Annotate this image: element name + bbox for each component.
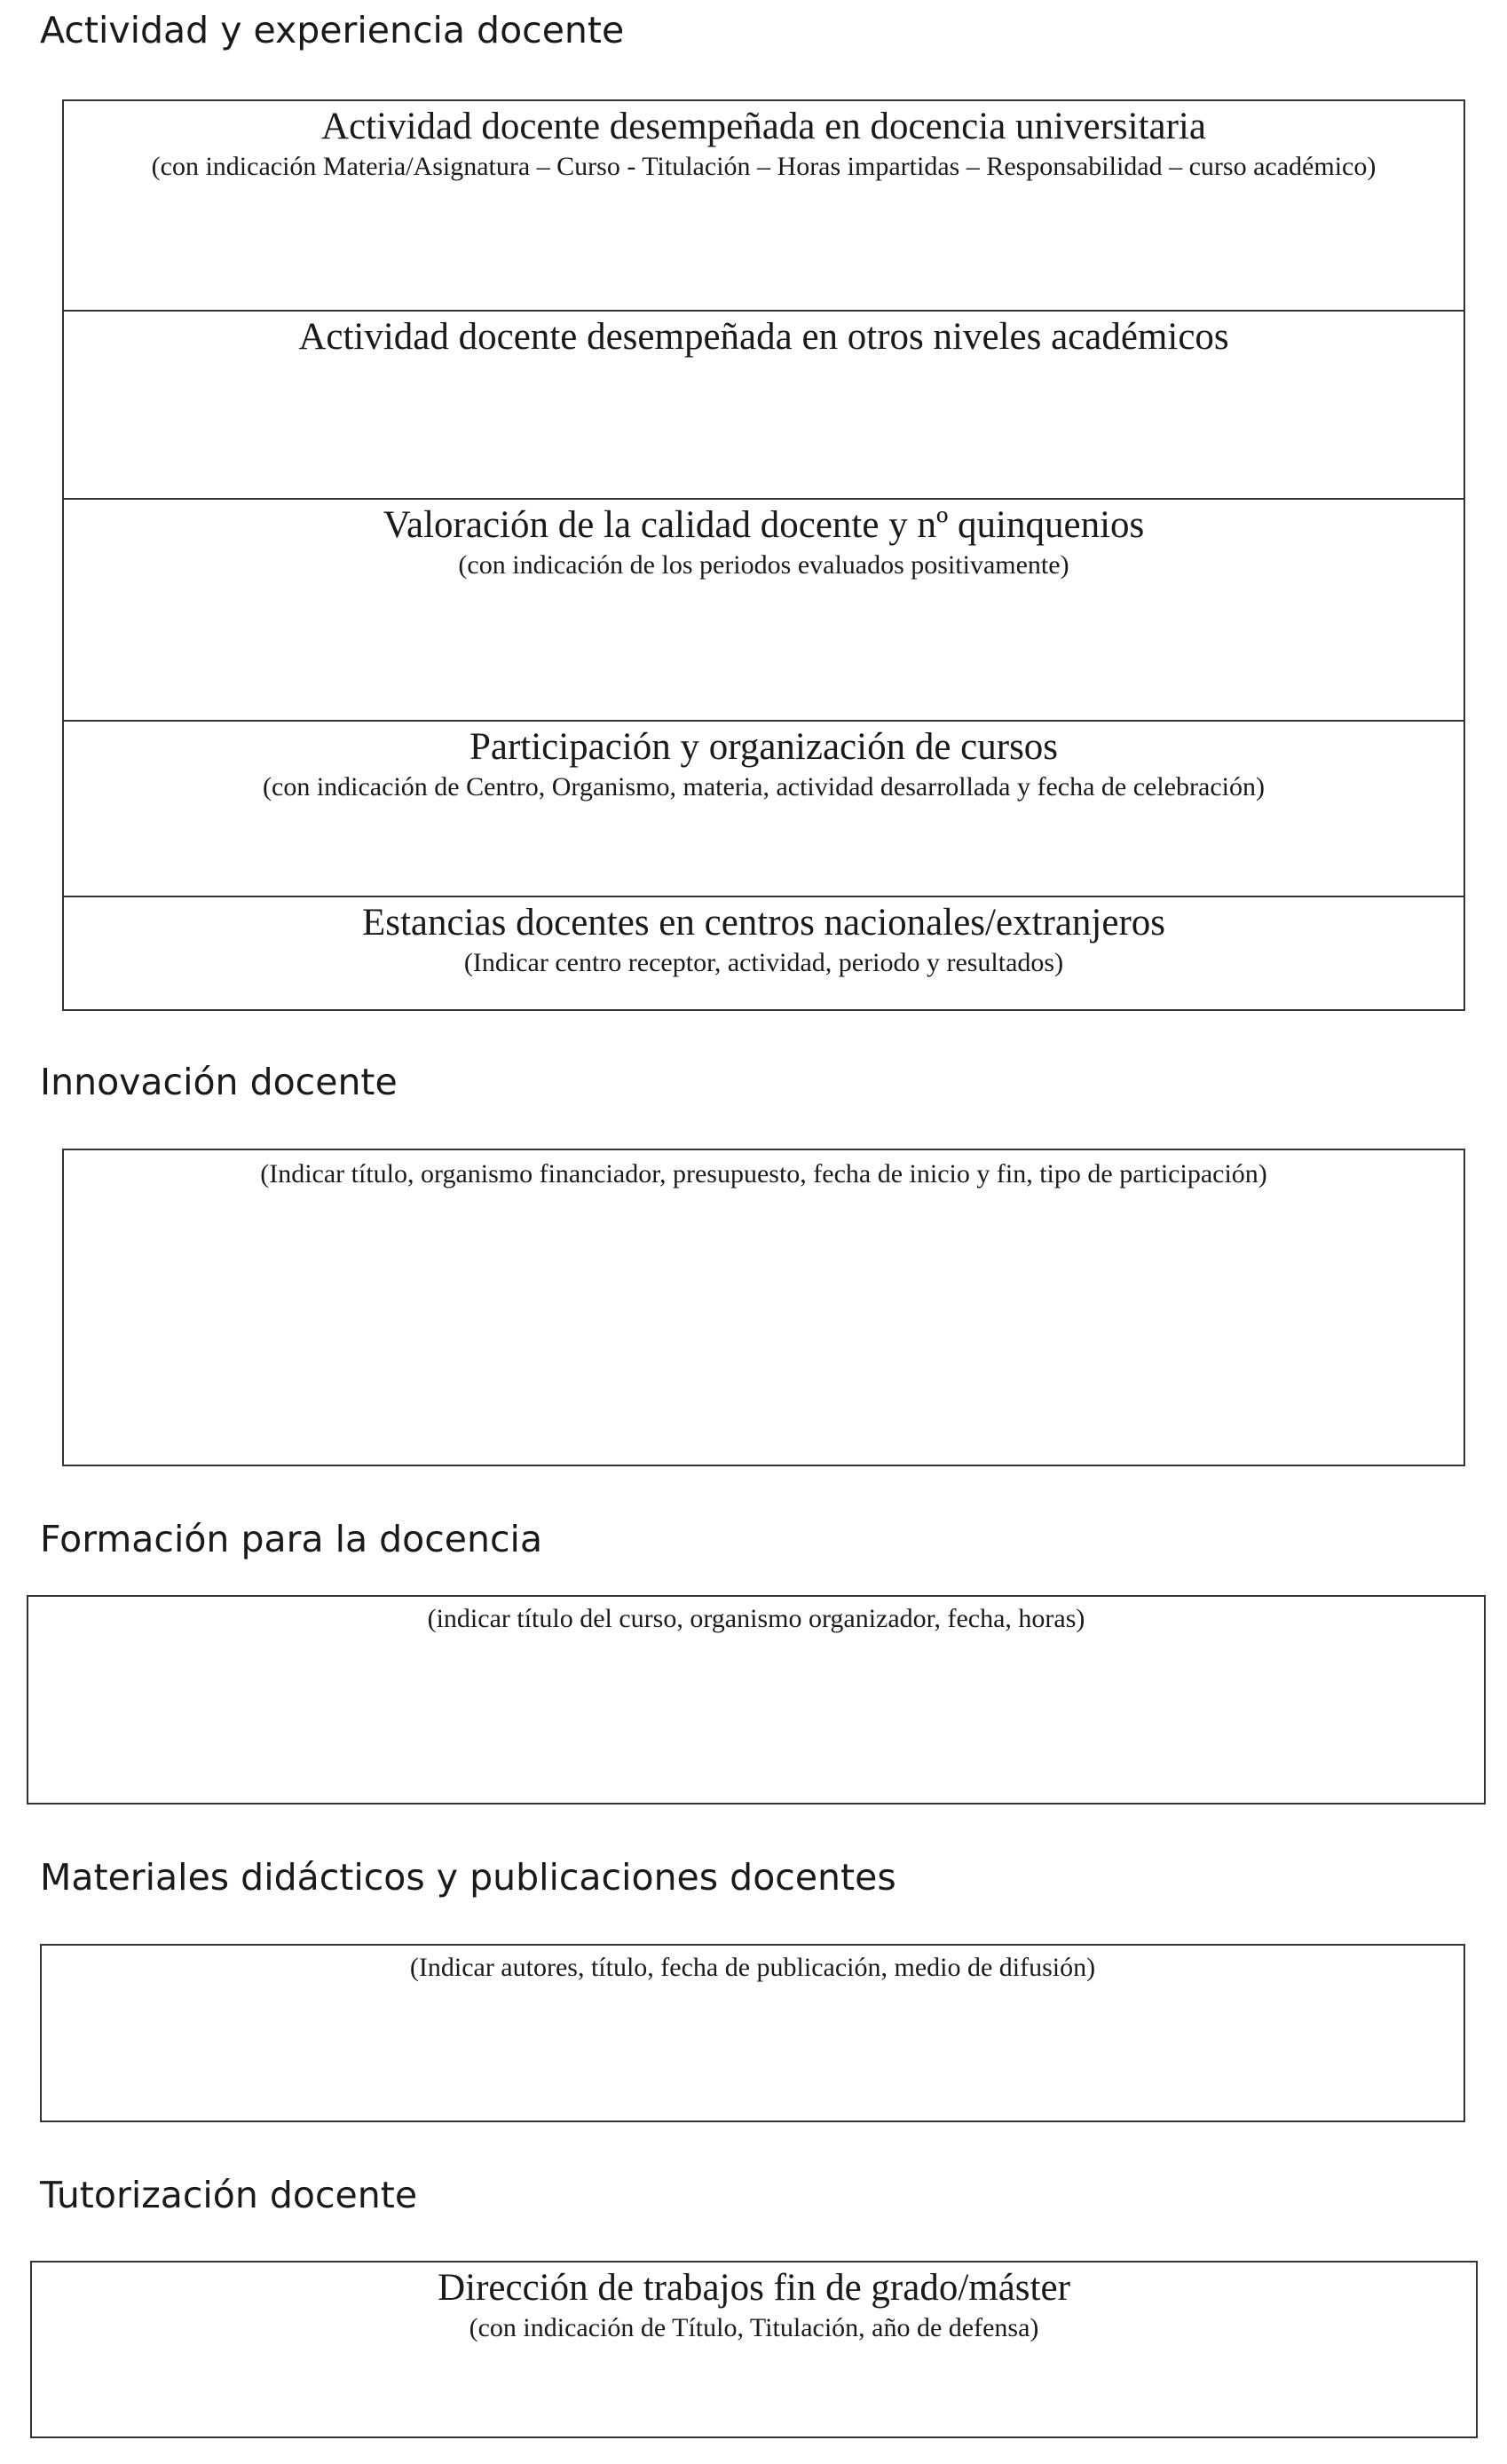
tutorizacion-row-tfg	[32, 2263, 1476, 2436]
section-heading-materiales: Materiales didácticos y publicaciones docentes	[40, 1856, 896, 1899]
actividad-row-calidad[interactable]	[64, 498, 1464, 720]
row-subtitle: (con indicación de los periodos evaluados positivamente)	[458, 550, 1069, 580]
row-subtitle: (con indicación de Título, Titulación, año de defensa)	[469, 2313, 1039, 2342]
materiales-box[interactable]	[40, 1944, 1465, 2122]
formacion-hint: (indicar título del curso, organismo organizador, fecha, horas)	[427, 1604, 1085, 1633]
row-title: Valoración de la calidad docente y nº quinquenios	[383, 504, 1145, 546]
innovacion-box[interactable]	[62, 1149, 1465, 1466]
actividad-row-cursos[interactable]	[64, 720, 1464, 896]
section-heading-formacion: Formación para la docencia	[40, 1518, 543, 1560]
row-subtitle: (con indicación Materia/Asignatura – Curso - Titulación – Horas impartidas – Responsabilidad – curso académico)	[151, 152, 1377, 181]
materiales-hint: (Indicar autores, título, fecha de publicación, medio de difusión)	[409, 1953, 1096, 1982]
innovacion-hint: (Indicar título, organismo financiador, presupuesto, fecha de inicio y fin, tipo de participación)	[260, 1159, 1267, 1189]
row-subtitle: (con indicación de Centro, Organismo, materia, actividad desarrollada y fecha de celebración)	[263, 772, 1265, 802]
row-title: Actividad docente desempeñada en otros niveles académicos	[298, 316, 1229, 358]
section-heading-innovacion: Innovación docente	[40, 1061, 398, 1103]
row-title: Participación y organización de cursos	[469, 726, 1059, 768]
row-title: Dirección de trabajos fin de grado/máster	[438, 2267, 1070, 2309]
row-title: Estancias docentes en centros nacionales/extranjeros	[361, 902, 1165, 944]
actividad-row-estancias[interactable]	[64, 896, 1464, 1009]
actividad-row-otros-niveles[interactable]	[64, 310, 1464, 498]
section-heading-actividad: Actividad y experiencia docente	[40, 9, 625, 51]
section-heading-tutorizacion: Tutorización docente	[40, 2174, 418, 2216]
row-title: Actividad docente desempeñada en docencia universitaria	[321, 106, 1206, 147]
actividad-table	[62, 99, 1465, 1011]
tutorizacion-box[interactable]	[30, 2261, 1478, 2438]
row-subtitle: (Indicar centro receptor, actividad, periodo y resultados)	[463, 948, 1064, 977]
formacion-box[interactable]	[27, 1595, 1486, 1805]
actividad-row-universitaria[interactable]	[64, 101, 1464, 310]
